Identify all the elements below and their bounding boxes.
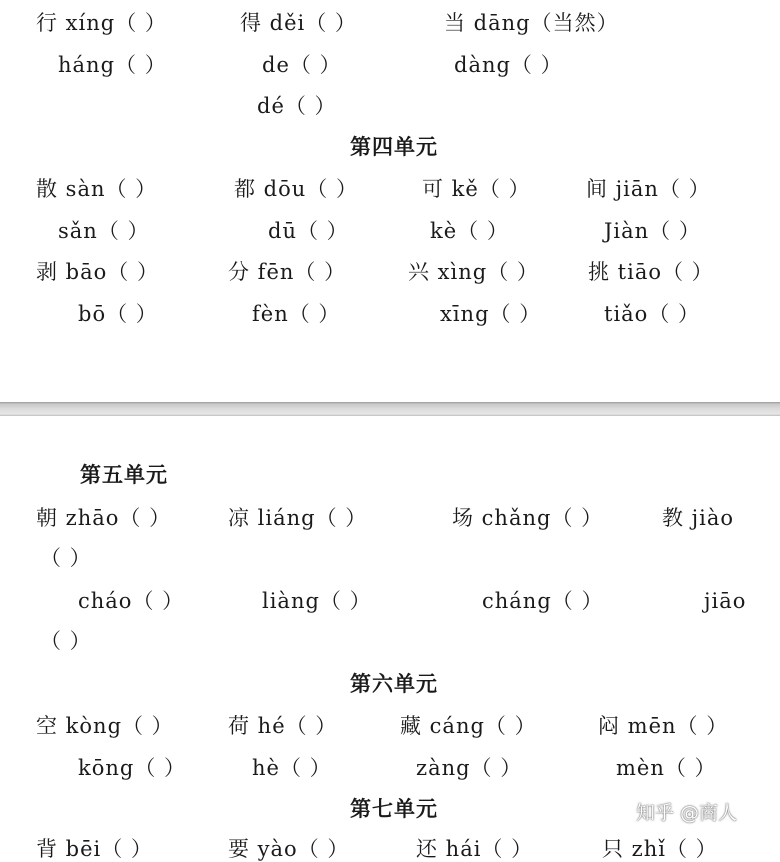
pinyin-item: 要 yào（ ） [228,837,350,861]
page-break [0,402,780,416]
pinyin-item: cháo（ ） [78,589,185,613]
pinyin-item: hè（ ） [252,756,332,780]
pinyin-item: háng（ ） [58,53,167,77]
unit-heading-4: 第四单元 [350,135,438,159]
pinyin-item: 教 jiào [662,506,735,530]
pinyin-item: 朝 zhāo（ ） [36,506,172,530]
pinyin-item: zàng（ ） [416,756,523,780]
pinyin-item: 分 fēn（ ） [228,260,347,284]
unit-heading-6: 第六单元 [350,672,438,696]
pinyin-item: （ ） [40,629,92,653]
pinyin-item: 兴 xìng（ ） [408,260,539,284]
pinyin-item: 藏 cáng（ ） [400,714,537,738]
pinyin-item: liàng（ ） [262,589,372,613]
pinyin-item: sǎn（ ） [58,219,150,243]
pinyin-item: 只 zhǐ（ ） [602,837,718,861]
pinyin-item: 场 chǎng（ ） [452,506,604,530]
document-page-2 [0,416,780,861]
pinyin-item: kōng（ ） [78,756,187,780]
pinyin-item: 散 sàn（ ） [36,177,158,201]
pinyin-item: kè（ ） [430,219,509,243]
pinyin-item: 可 kě（ ） [422,177,531,201]
pinyin-item: jiāo [704,589,747,613]
pinyin-item: 空 kòng（ ） [36,714,174,738]
unit-heading-5: 第五单元 [80,463,168,487]
pinyin-item: dé（ ） [257,94,337,118]
pinyin-item: 行 xíng（ ） [36,11,167,35]
pinyin-item: de（ ） [262,53,342,77]
unit-heading-7: 第七单元 [350,797,438,821]
pinyin-item: （ ） [40,546,92,570]
pinyin-item: 凉 liáng（ ） [228,506,368,530]
pinyin-item: 还 hái（ ） [416,837,534,861]
pinyin-item: Jiàn（ ） [604,219,701,243]
pinyin-item: 剥 bāo（ ） [36,260,159,284]
pinyin-item: tiǎo（ ） [604,302,700,326]
pinyin-item: 得 děi（ ） [240,11,357,35]
pinyin-item: 荷 hé（ ） [228,714,338,738]
pinyin-item: 都 dōu（ ） [234,177,358,201]
pinyin-item: mèn（ ） [616,756,717,780]
pinyin-item: 挑 tiāo（ ） [588,260,714,284]
pinyin-item: xīng（ ） [440,302,542,326]
watermark: 知乎 @商人 [636,802,738,824]
pinyin-item: fèn（ ） [252,302,341,326]
pinyin-item: 当 dāng（当然） [444,11,619,35]
pinyin-item: bō（ ） [78,302,158,326]
pinyin-item: 闷 mēn（ ） [598,714,729,738]
pinyin-item: dū（ ） [268,219,349,243]
pinyin-item: cháng（ ） [482,589,604,613]
pinyin-item: 间 jiān（ ） [586,177,711,201]
pinyin-item: dàng（ ） [454,53,563,77]
document-page-1 [0,0,780,402]
pinyin-item: 背 bēi（ ） [36,837,153,861]
